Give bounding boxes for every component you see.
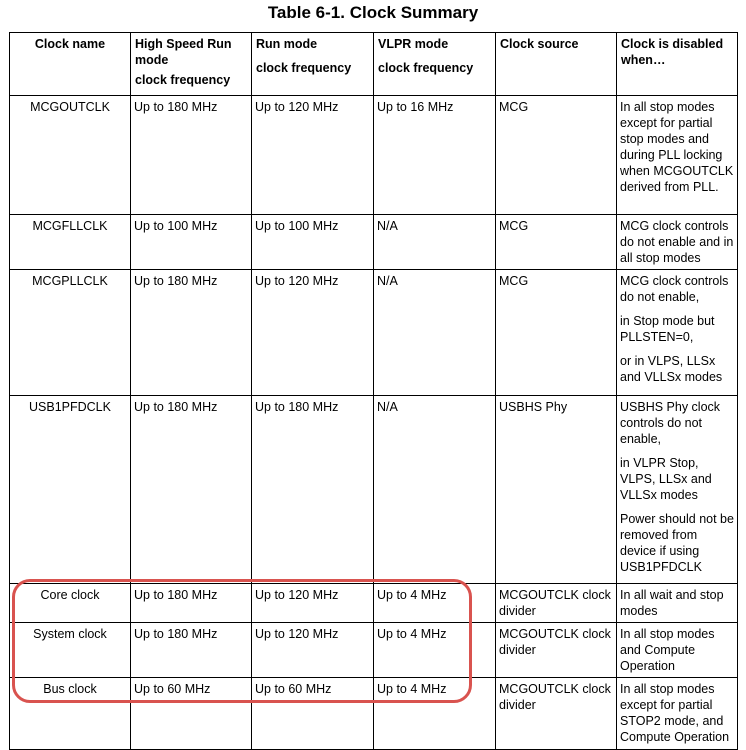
cell-run: Up to 120 MHz <box>252 96 374 215</box>
cell-disabled: USBHS Phy clock controls do not enable, in VLPR Stop, VLPS, LLSx and VLLSx modes Power should not be removed from device if using USB1PFDCLK <box>617 396 738 584</box>
cell-source: MCG <box>496 215 617 270</box>
cell-hsrun: Up to 180 MHz <box>131 623 252 678</box>
table-row <box>10 623 738 678</box>
cell-vlpr: N/A <box>374 215 496 270</box>
table-row <box>10 396 738 584</box>
cell-hsrun: Up to 180 MHz <box>131 584 252 623</box>
cell-vlpr: N/A <box>374 270 496 396</box>
cell-run: Up to 60 MHz <box>252 678 374 750</box>
header-vlpr: VLPR mode clock frequency <box>374 33 496 96</box>
cell-vlpr: Up to 4 MHz <box>374 623 496 678</box>
table-row <box>10 215 738 270</box>
cell-source: MCG <box>496 96 617 215</box>
header-disabled-when: Clock is disabled when… <box>617 33 738 96</box>
cell-hsrun: Up to 60 MHz <box>131 678 252 750</box>
cell-disabled: MCG clock controls do not enable and in all stop modes <box>617 215 738 270</box>
cell-run: Up to 120 MHz <box>252 623 374 678</box>
header-hsrun: High Speed Run mode clock frequency <box>131 33 252 96</box>
cell-source: MCGOUTCLK clock divider <box>496 584 617 623</box>
cell-source: MCGOUTCLK clock divider <box>496 623 617 678</box>
clock-summary-table <box>9 32 738 750</box>
cell-hsrun: Up to 180 MHz <box>131 96 252 215</box>
cell-disabled: In all stop modes except for partial stop modes and during PLL locking when MCGOUTCLK derived from PLL. <box>617 96 738 215</box>
header-clock-source: Clock source <box>496 33 617 96</box>
cell-disabled: In all stop modes and Compute Operation <box>617 623 738 678</box>
cell-hsrun: Up to 180 MHz <box>131 396 252 584</box>
cell-run: Up to 100 MHz <box>252 215 374 270</box>
cell-clock-name: USB1PFDCLK <box>10 396 131 584</box>
cell-clock-name: MCGOUTCLK <box>10 96 131 215</box>
cell-clock-name: System clock <box>10 623 131 678</box>
cell-disabled: MCG clock controls do not enable, in Stop mode but PLLSTEN=0, or in VLPS, LLSx and VLLSx modes <box>617 270 738 396</box>
cell-vlpr: N/A <box>374 396 496 584</box>
cell-source: MCGOUTCLK clock divider <box>496 678 617 750</box>
cell-hsrun: Up to 180 MHz <box>131 270 252 396</box>
cell-run: Up to 120 MHz <box>252 270 374 396</box>
table-row <box>10 584 738 623</box>
cell-disabled: In all wait and stop modes <box>617 584 738 623</box>
cell-run: Up to 180 MHz <box>252 396 374 584</box>
cell-vlpr: Up to 4 MHz <box>374 584 496 623</box>
header-clock-name: Clock name <box>10 33 131 96</box>
cell-vlpr: Up to 4 MHz <box>374 678 496 750</box>
cell-vlpr: Up to 16 MHz <box>374 96 496 215</box>
cell-clock-name: Bus clock <box>10 678 131 750</box>
cell-clock-name: Core clock <box>10 584 131 623</box>
table-row <box>10 678 738 750</box>
cell-source: USBHS Phy <box>496 396 617 584</box>
cell-source: MCG <box>496 270 617 396</box>
cell-hsrun: Up to 100 MHz <box>131 215 252 270</box>
header-row <box>10 33 738 96</box>
cell-run: Up to 120 MHz <box>252 584 374 623</box>
table-row <box>10 270 738 396</box>
cell-clock-name: MCGFLLCLK <box>10 215 131 270</box>
table-title: Table 6-1. Clock Summary <box>267 3 479 22</box>
table-row <box>10 96 738 215</box>
cell-disabled: In all stop modes except for partial STOP2 mode, and Compute Operation <box>617 678 738 750</box>
header-run: Run mode clock frequency <box>252 33 374 96</box>
cell-clock-name: MCGPLLCLK <box>10 270 131 396</box>
